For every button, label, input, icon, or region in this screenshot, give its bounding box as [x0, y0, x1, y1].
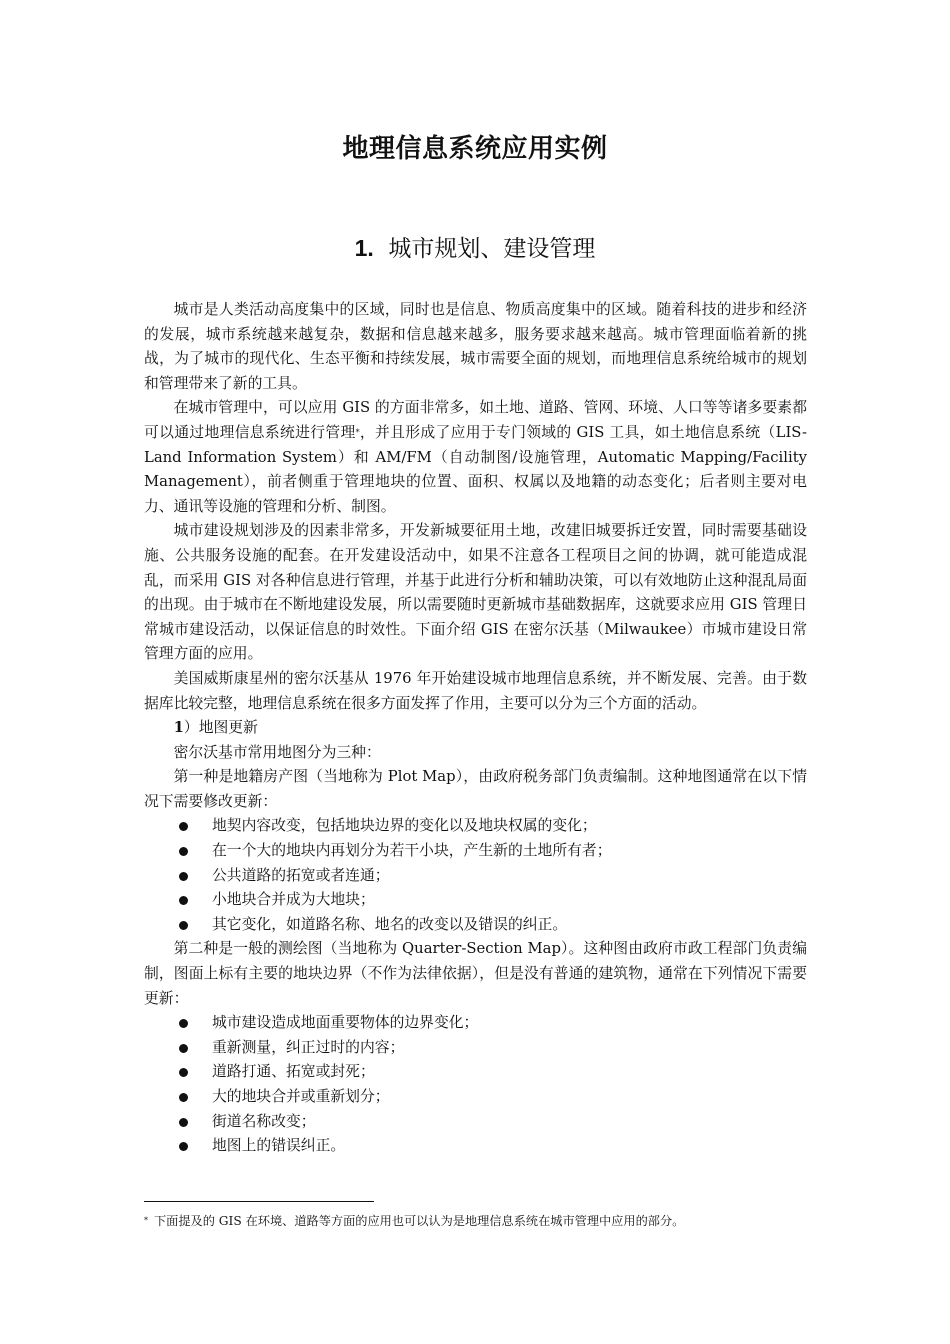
- body-text: [144, 298, 807, 1159]
- section-number: 1: [354, 235, 368, 261]
- paragraph-gis-management: [144, 396, 807, 519]
- list-item: [144, 1110, 807, 1135]
- paragraph-gis-management-part1: 在城市管理中，可以应用 GIS 的方面非常多，如土地、道路、管网、环境、人口等等诸多要素都可以通过地理信息系统进行管理: [144, 399, 807, 441]
- footnote: [144, 1212, 807, 1230]
- list-item-text: 道路打通、拓宽或封死；: [212, 1063, 375, 1081]
- subheading-map-update: [144, 716, 807, 741]
- bullet-icon: [179, 872, 188, 881]
- paragraph-gis-management-part2: ，并且形成了应用于专门领域的 GIS 工具，如土地信息系统（LIS-Land Information System）和 AM/FM（自动制图/设施管理，Automatic Mapping/Facility Management），前者侧重于管理地块的位置、面积、权属以及地籍的动态变化；后者则主要对电力、通讯等设施的管理和分析、制图。: [144, 423, 807, 515]
- bullet-icon: [179, 1093, 188, 1102]
- section-heading: [0, 230, 950, 263]
- bullet-icon: [179, 847, 188, 856]
- list-item-text: 大的地块合并或重新划分；: [212, 1088, 390, 1105]
- list-item-text: 在一个大的地块内再划分为若干小块，产生新的土地所有者；: [212, 842, 612, 860]
- paragraph-quarter-section-map: 第二种是一般的测绘图（当地称为 Quarter-Section Map）。这种图由政府市政工程部门负责编制，图面上标有主要的地块边界（不作为法律依据），但是没有普通的建筑物，通常在下列情况下需要更新：: [144, 940, 807, 1007]
- footnote-reference: *: [355, 427, 360, 437]
- bullet-icon: [179, 822, 188, 831]
- paragraph-milwaukee: 美国威斯康星州的密尔沃基从 1976 年开始建设城市地理信息系统，并不断发展、完善。由于数据库比较完整，地理信息系统在很多方面发挥了作用，主要可以分为三个方面的活动。: [144, 669, 807, 712]
- paragraph-urban-construction: 城市建设规划涉及的因素非常多，开发新城要征用土地，改建旧城要拆迁安置，同时需要基础设施、公共服务设施的配套。在开发建设活动中，如果不注意各工程项目之间的协调，就可能造成混乱，而采用 GIS 对各种信息进行管理，并基于此进行分析和辅助决策，可以有效地防止这种混乱局面的出现。由于城市在不断地建设发展，所以需要随时更新城市基础数据库，这就要求应用 GIS 管理日常城市建设活动，以保证信息的时效性。下面介绍 GIS 在密尔沃基（Milwaukee）市城市建设日常管理方面的应用。: [144, 522, 807, 663]
- list-item-text: 其它变化，如道路名称、地名的改变以及错误的纠正。: [212, 915, 568, 933]
- list-item-text: 公共道路的拓宽或者连通；: [212, 866, 390, 884]
- bullet-list-plot-map: [144, 814, 807, 937]
- list-item: [144, 814, 807, 839]
- paragraph-map-types: 密尔沃基市常用地图分为三种：: [173, 743, 381, 761]
- list-item: [144, 1011, 807, 1036]
- list-item: [144, 913, 807, 938]
- list-item: [144, 839, 807, 864]
- list-item-text: 重新测量，纠正过时的内容；: [212, 1038, 405, 1056]
- bullet-icon: [179, 1068, 188, 1077]
- footnote-text: 下面提及的 GIS 在环境、道路等方面的应用也可以认为是地理信息系统在城市管理中应用的部分。: [154, 1214, 685, 1228]
- list-item-text: 小地块合并成为大地块；: [212, 891, 375, 909]
- bullet-icon: [179, 896, 188, 905]
- paragraph-plot-map: 第一种是地籍房产图（当地称为 Plot Map），由政府税务部门负责编制。这种地图通常在以下情况下需要修改更新：: [144, 768, 807, 810]
- bullet-icon: [179, 1019, 188, 1028]
- bullet-list-quarter-section-map: [144, 1011, 807, 1159]
- list-item: [144, 888, 807, 913]
- list-item-text: 街道名称改变；: [212, 1112, 316, 1130]
- bullet-icon: [179, 1118, 188, 1127]
- list-item-text: 地契内容改变，包括地块边界的变化以及地块权属的变化；: [212, 817, 597, 835]
- footnote-mark: *: [144, 1216, 148, 1225]
- list-item: [144, 1060, 807, 1085]
- list-item: [144, 1036, 807, 1061]
- list-item: [144, 1134, 807, 1159]
- bullet-icon: [179, 1044, 188, 1053]
- section-title: 城市规划、建设管理: [388, 236, 596, 262]
- document-title: 地理信息系统应用实例: [342, 134, 608, 164]
- list-item: [144, 1085, 807, 1110]
- subheading-text: ）地图更新: [183, 719, 258, 737]
- bullet-icon: [179, 921, 188, 930]
- paragraph-intro: 城市是人类活动高度集中的区域，同时也是信息、物质高度集中的区域。随着科技的进步和经济的发展，城市系统越来越复杂，数据和信息越来越多，服务要求越来越高。城市管理面临着新的挑战，为了城市的现代化、生态平衡和持续发展，城市需要全面的规划，而地理信息系统给城市的规划和管理带来了新的工具。: [144, 301, 807, 392]
- list-item-text: 城市建设造成地面重要物体的边界变化；: [212, 1014, 479, 1032]
- bullet-icon: [179, 1142, 188, 1151]
- list-item: [144, 864, 807, 889]
- section-number-separator: .: [367, 235, 374, 261]
- subheading-number: 1: [173, 719, 184, 737]
- list-item-text: 地图上的错误纠正。: [212, 1137, 346, 1155]
- footnote-divider: [144, 1201, 374, 1202]
